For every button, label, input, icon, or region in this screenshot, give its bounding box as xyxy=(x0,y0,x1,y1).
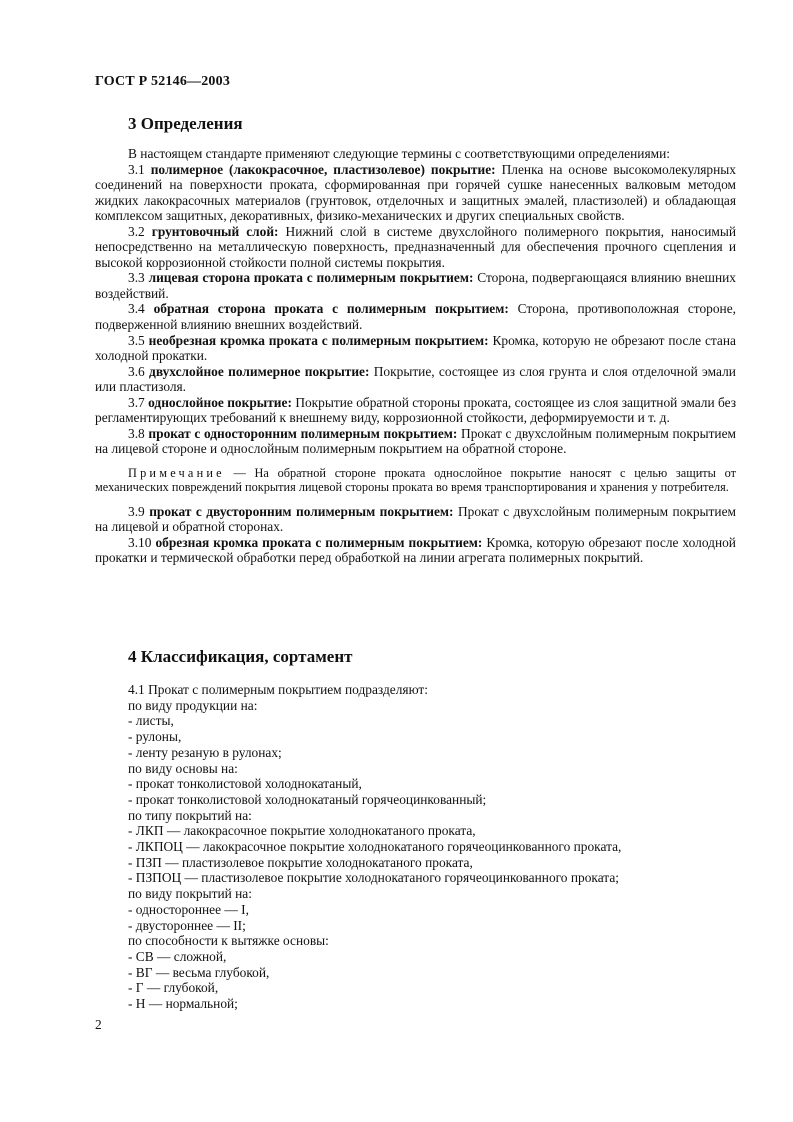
definition-number: 3.10 xyxy=(128,534,152,550)
list-item: - ПЗПОЦ — пластизолевое покрытие холоднокатаного горячеоцинкованного проката; xyxy=(128,870,619,886)
definition-text: Покрытие обратной стороны проката, состоящее из слоя защитной эмали без регламентирующих требований к внешнему виду, коррозионной стойкости, деформируемости и т. д. xyxy=(95,394,737,426)
list-item: по типу покрытий на: xyxy=(128,807,252,823)
list-item: по виду продукции на: xyxy=(128,697,258,713)
definition-term: грунтовочный слой: xyxy=(151,223,279,239)
definition-text: Прокат с двухслойным полимерным покрытием на лицевой и обратной сторонах. xyxy=(95,503,736,535)
definition-3-8 xyxy=(95,426,736,457)
list-item: - ПЗП — пластизолевое покрытие холоднокатаного проката, xyxy=(128,854,473,870)
definition-3-7 xyxy=(95,395,736,426)
definition-term: полимерное (лакокрасочное, пластизолевое) покрытие: xyxy=(150,161,496,177)
definition-3-5 xyxy=(95,333,736,364)
list-item: - одностороннее — I, xyxy=(128,901,249,917)
definition-text: Кромка, которую не обрезают после стана холодной прокатки. xyxy=(95,332,736,364)
list-item: - двустороннее — II; xyxy=(128,917,246,933)
definition-text: Прокат с двухслойным полимерным покрытием на лицевой стороне и однослойным полимерным покрытием на обратной стороне. xyxy=(95,425,737,457)
definition-number: 3.7 xyxy=(128,394,145,410)
definition-number: 3.9 xyxy=(128,503,145,519)
list-item: - СВ — сложной, xyxy=(128,948,227,964)
section-4-title: 4 Классификация, сортамент xyxy=(128,647,353,666)
list-item: по способности к вытяжке основы: xyxy=(128,933,329,949)
definition-term: лицевая сторона проката с полимерным покрытием: xyxy=(148,270,474,286)
list-item: - Г — глубокой, xyxy=(128,980,219,996)
definition-3-3 xyxy=(95,270,736,301)
section-4-body xyxy=(95,682,736,1012)
definition-text: Сторона, подвергающаяся влиянию внешних воздействий. xyxy=(95,270,736,301)
definition-3-4 xyxy=(95,301,736,332)
section-3-intro: В настоящем стандарте применяют следующие термины с соответствующими определениями: xyxy=(128,146,670,161)
definition-3-10 xyxy=(95,535,736,566)
list-item: - прокат тонколистовой холоднокатаный, xyxy=(128,776,362,792)
note-text: — На обратной стороне проката однослойное покрытие наносят с целью защиты от механических повреждений покрытия лицевой стороны проката во время транспортирования и хранения у потребителя. xyxy=(95,465,736,495)
definition-number: 3.8 xyxy=(128,425,145,441)
list-item: - ВГ — весьма глубокой, xyxy=(128,964,270,980)
definition-term: обрезная кромка проката с полимерным покрытием: xyxy=(155,534,483,550)
list-item: - рулоны, xyxy=(128,729,182,745)
list-item: - Н — нормальной; xyxy=(128,996,238,1012)
definition-number: 3.5 xyxy=(128,332,145,348)
list-item: - прокат тонколистовой холоднокатаный горячеоцинкованный; xyxy=(128,791,487,807)
list-item: по виду основы на: xyxy=(128,760,238,776)
definition-term: однослойное покрытие: xyxy=(148,394,292,410)
definition-3-2 xyxy=(95,224,736,271)
definition-number: 3.2 xyxy=(128,223,145,239)
definition-text: Кромка, которую обрезают после холодной прокатки и термической обработки перед обработкой на линии агрегата полимерных покрытий. xyxy=(95,534,736,566)
definition-number: 3.6 xyxy=(128,363,145,379)
note-label: Примечание xyxy=(128,465,225,480)
definition-number: 3.1 xyxy=(128,161,145,177)
list-item: по виду покрытий на: xyxy=(128,886,252,902)
definition-text: Покрытие, состоящее из слоя грунта и слоя отделочной эмали или пластизоля. xyxy=(95,363,736,395)
list-item: - ленту резаную в рулонах; xyxy=(128,744,282,760)
definition-number: 3.3 xyxy=(128,270,145,286)
definition-3-9 xyxy=(95,504,736,535)
section-3-body xyxy=(95,146,736,566)
definition-term: прокат с двусторонним полимерным покрытием: xyxy=(149,503,454,519)
list-item: - листы, xyxy=(128,713,174,729)
definition-term: прокат с односторонним полимерным покрытием: xyxy=(148,425,458,441)
definition-3-6 xyxy=(95,364,736,395)
definition-text: Сторона, противоположная стороне, подверженной влиянию внешних воздействий. xyxy=(95,301,736,333)
definition-term: необрезная кромка проката с полимерным покрытием: xyxy=(148,332,489,348)
definition-text: Пленка на основе высокомолекулярных соединений на поверхности проката, сформированная при горячей сушке нанесенных валковым методом жидких лакокрасочных материалов (грунтовок, отделочных и защитных эмалей, пластизолей) и обладающая комплексом защитных, декоративных, физико-механических и других специальных свойств. xyxy=(95,161,736,224)
section-3-title: 3 Определения xyxy=(128,114,243,133)
list-item: - ЛКПОЦ — лакокрасочное покрытие холоднокатаного горячеоцинкованного проката, xyxy=(128,839,622,855)
definition-term: обратная сторона проката с полимерным покрытием: xyxy=(153,301,509,317)
definition-number: 3.4 xyxy=(128,301,145,317)
page-number: 2 xyxy=(95,1017,102,1032)
section-4-intro: 4.1 Прокат с полимерным покрытием подразделяют: xyxy=(128,682,428,697)
definition-3-1 xyxy=(95,162,736,224)
standard-header: ГОСТ Р 52146—2003 xyxy=(95,74,231,89)
list-item: - ЛКП — лакокрасочное покрытие холоднокатаного проката, xyxy=(128,823,476,839)
note xyxy=(95,466,736,495)
definition-term: двухслойное полимерное покрытие: xyxy=(149,363,370,379)
definition-text: Нижний слой в системе двухслойного полимерного покрытия, наносимый непосредственно на металлическую поверхность, предназначенный для обеспечения прочного сцепления и высокой коррозионной стойкости полной системы покрытия. xyxy=(95,223,737,270)
classification-list xyxy=(95,698,736,1012)
